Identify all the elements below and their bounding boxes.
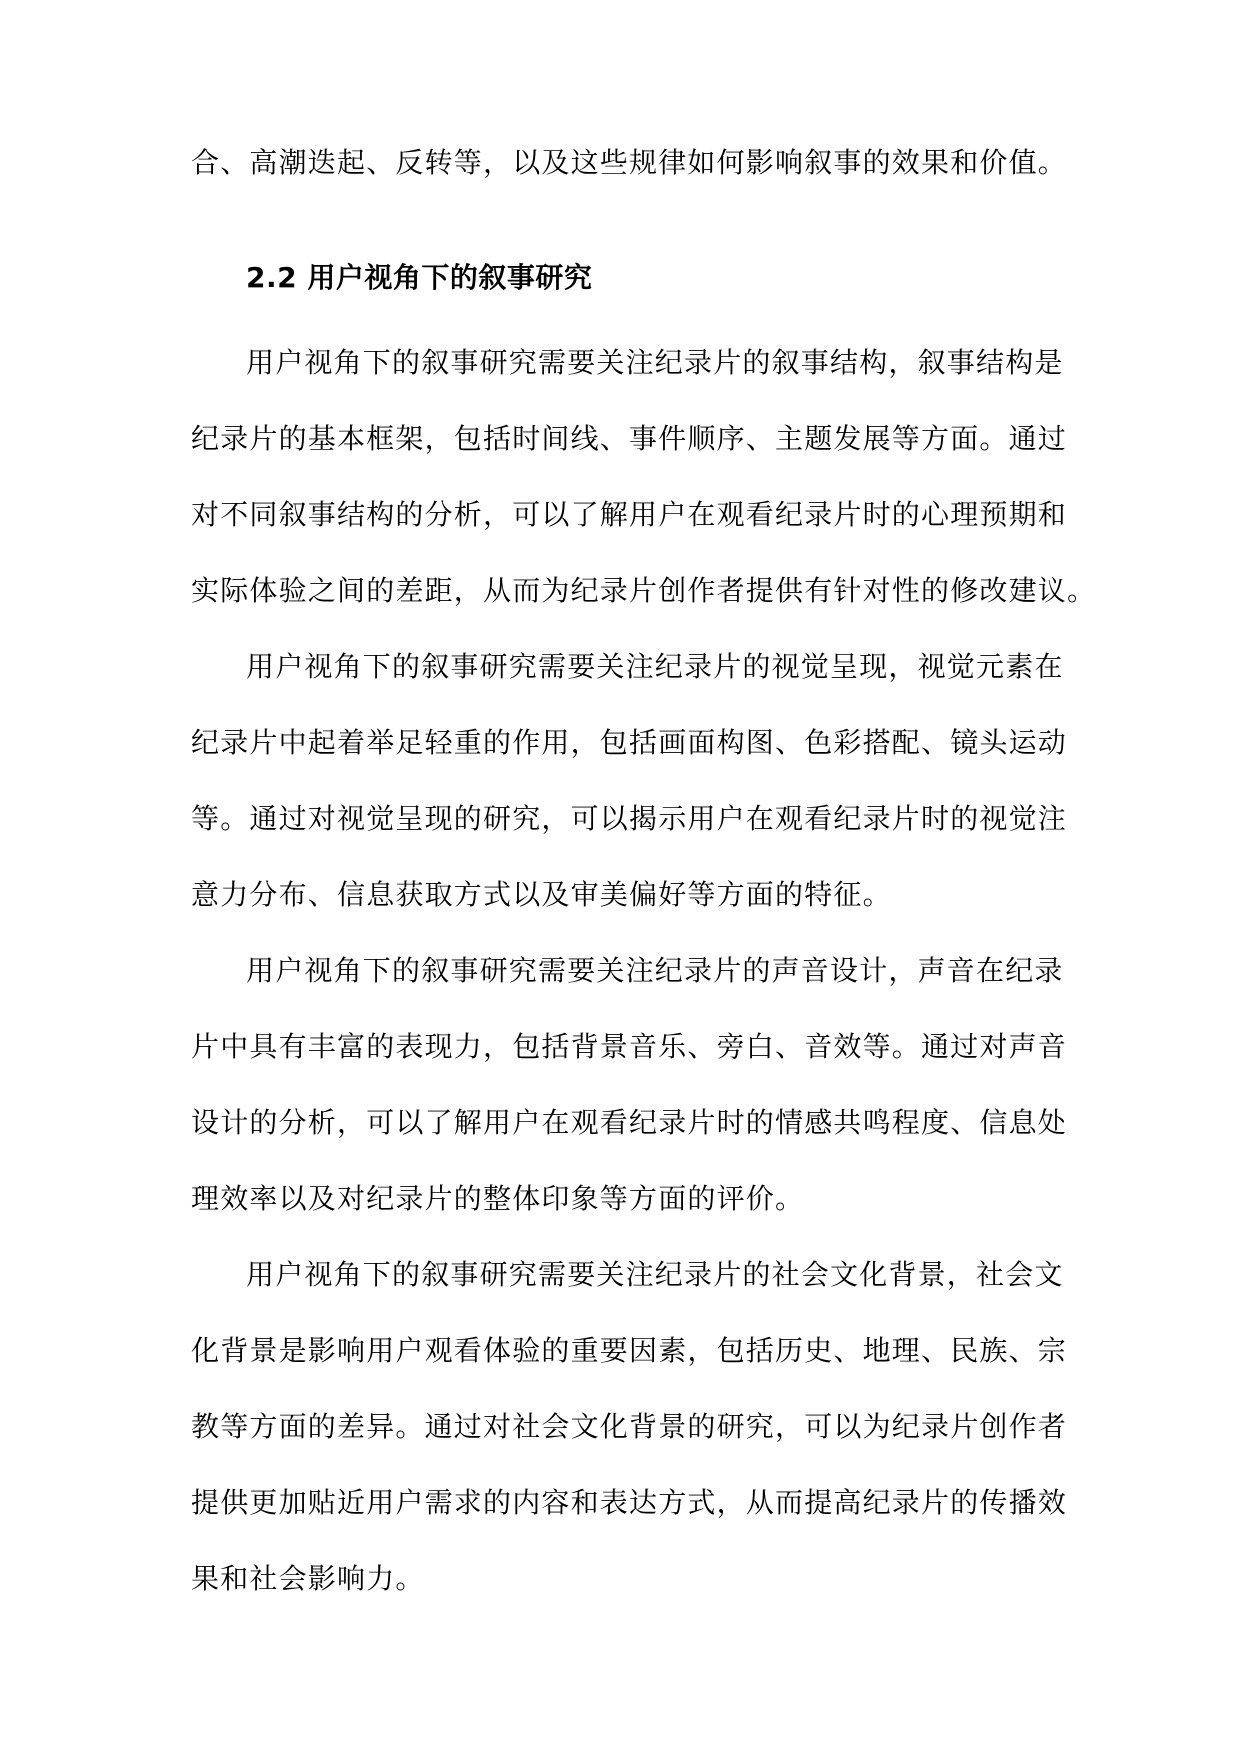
paragraph-line: 用户视角下的叙事研究需要关注纪录片的社会文化背景，社会文 [246, 1258, 1064, 1291]
paragraph-line: 设计的分析，可以了解用户在观看纪录片时的情感共鸣程度、信息处 [191, 1106, 1068, 1139]
paragraph-line: 片中具有丰富的表现力，包括背景音乐、旁白、音效等。通过对声音 [191, 1030, 1068, 1063]
paragraph-line: 纪录片中起着举足轻重的作用，包括画面构图、色彩搭配、镜头运动 [191, 726, 1068, 759]
section-heading: 2.2 用户视角下的叙事研究 [246, 261, 593, 294]
paragraph-line: 等。通过对视觉呈现的研究，可以揭示用户在观看纪录片时的视觉注 [191, 802, 1068, 835]
paragraph-line: 意力分布、信息获取方式以及审美偏好等方面的特征。 [191, 878, 892, 911]
continuation-line: 合、高潮迭起、反转等，以及这些规律如何影响叙事的效果和价值。 [191, 146, 1068, 179]
paragraph-line: 实际体验之间的差距，从而为纪录片创作者提供有针对性的修改建议。 [191, 574, 1097, 607]
paragraph-line: 对不同叙事结构的分析，可以了解用户在观看纪录片时的心理预期和 [191, 498, 1068, 531]
paragraph-line: 教等方面的差异。通过对社会文化背景的研究，可以为纪录片创作者 [191, 1410, 1068, 1443]
paragraph-line: 用户视角下的叙事研究需要关注纪录片的叙事结构，叙事结构是 [246, 346, 1064, 379]
paragraph-line: 用户视角下的叙事研究需要关注纪录片的声音设计，声音在纪录 [246, 954, 1064, 987]
paragraph-line: 理效率以及对纪录片的整体印象等方面的评价。 [191, 1182, 805, 1215]
paragraph-line: 果和社会影响力。 [191, 1562, 425, 1595]
paragraph-line: 用户视角下的叙事研究需要关注纪录片的视觉呈现，视觉元素在 [246, 650, 1064, 683]
paragraph-line: 化背景是影响用户观看体验的重要因素，包括历史、地理、民族、宗 [191, 1334, 1068, 1367]
paragraph-line: 纪录片的基本框架，包括时间线、事件顺序、主题发展等方面。通过 [191, 422, 1068, 455]
paragraph-line: 提供更加贴近用户需求的内容和表达方式，从而提高纪录片的传播效 [191, 1486, 1068, 1519]
